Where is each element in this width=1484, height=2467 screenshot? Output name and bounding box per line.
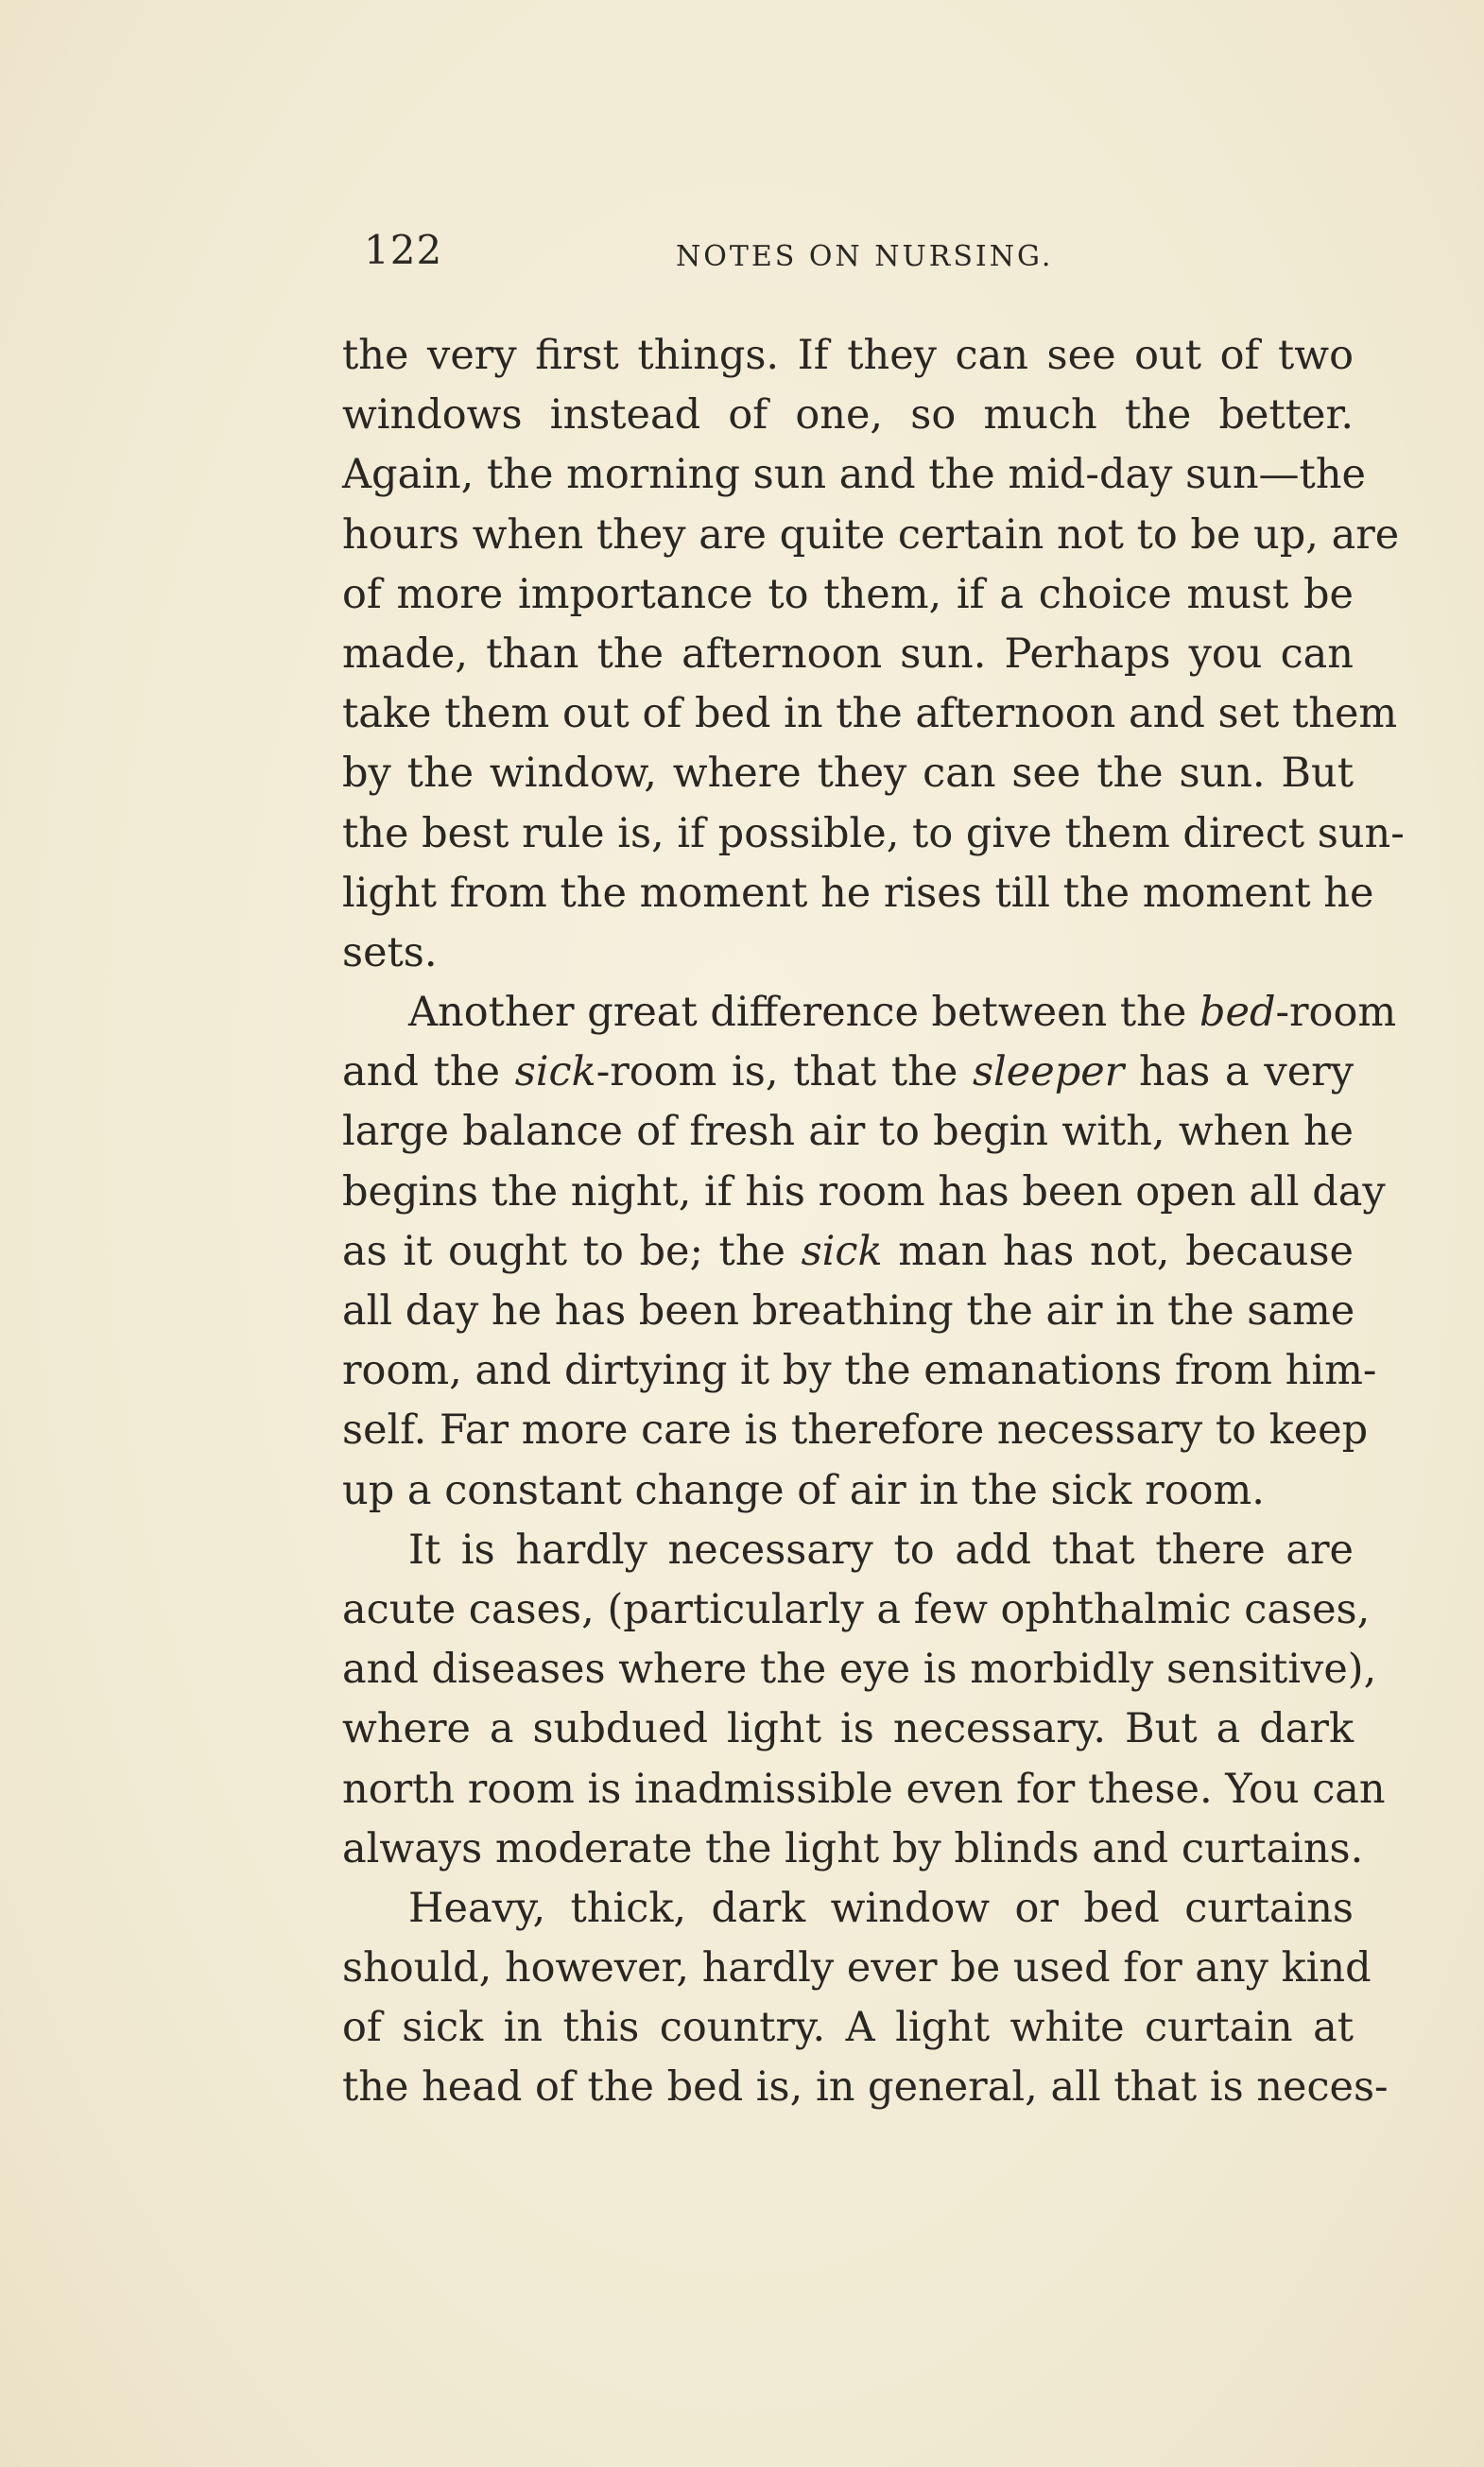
italic-word: sick <box>801 1227 883 1275</box>
text-line: all day he has been breathing the air in the same <box>342 1287 1355 1335</box>
page-header <box>364 227 1356 284</box>
text-line: light from the moment he rises till the moment he <box>342 869 1374 917</box>
text-line: begins the night, if his room has been open all day <box>342 1167 1386 1216</box>
italic-word: sleeper <box>972 1048 1125 1096</box>
text-line: made, than the afternoon sun. Perhaps you can <box>342 630 1354 678</box>
text-line: where a subdued light is necessary. But a dark <box>342 1705 1354 1753</box>
body-text <box>342 326 1405 2118</box>
text-run: man has not, because <box>882 1227 1354 1275</box>
text-line: the head of the bed is, in general, all that is neces- <box>342 2063 1389 2112</box>
italic-word: bed <box>1199 989 1276 1037</box>
page-number: 122 <box>364 227 443 273</box>
text-line: windows instead of one, so much the better. <box>342 391 1354 440</box>
text-line: north room is inadmissible even for these. You can <box>342 1765 1386 1813</box>
text-run: has a very <box>1124 1048 1354 1096</box>
text-run: -room <box>1275 989 1397 1037</box>
text-line: always moderate the light by blinds and curtains. <box>342 1824 1364 1872</box>
text-line: the very first things. If they can see out of two <box>342 332 1354 379</box>
text-line: by the window, where they can see the sun. But <box>342 750 1354 798</box>
text-run: and the <box>342 1048 515 1096</box>
text-line: self. Far more care is therefore necessary to keep <box>342 1406 1369 1455</box>
text-line: Heavy, thick, dark window or bed curtains <box>408 1884 1354 1932</box>
text-line: the best rule is, if possible, to give them direct sun- <box>342 809 1405 857</box>
text-run: Another great difference between the <box>408 989 1199 1037</box>
text-line: up a constant change of air in the sick room. <box>342 1466 1265 1514</box>
text-run: as it ought to be; the <box>342 1227 802 1275</box>
text-line <box>342 983 1397 1043</box>
text-line: acute cases, (particularly a few ophthalmic cases, <box>342 1585 1371 1633</box>
text-line: sets. <box>342 928 438 976</box>
text-line: take them out of bed in the afternoon and set them <box>342 690 1398 738</box>
text-line: room, and dirtying it by the emanations from him- <box>342 1347 1377 1395</box>
italic-word: sick <box>514 1048 596 1096</box>
text-line <box>342 1043 1354 1102</box>
running-title: NOTES ON NURSING. <box>676 240 1054 273</box>
text-line: large balance of fresh air to begin with, when he <box>342 1108 1354 1156</box>
text-line: of sick in this country. A light white curtain at <box>342 2004 1354 2052</box>
text-line: It is hardly necessary to add that there are <box>408 1526 1354 1574</box>
text-line: hours when they are quite certain not to be up, are <box>342 510 1400 559</box>
text-line: should, however, hardly ever be used for any kind <box>342 1944 1372 1993</box>
text-run: -room is, that the <box>595 1048 973 1096</box>
text-line: Again, the morning sun and the mid-day sun—the <box>342 451 1366 499</box>
text-line: of more importance to them, if a choice must be <box>342 570 1354 618</box>
text-line: and diseases where the eye is morbidly sensitive), <box>342 1646 1377 1694</box>
text-line <box>342 1222 1354 1282</box>
